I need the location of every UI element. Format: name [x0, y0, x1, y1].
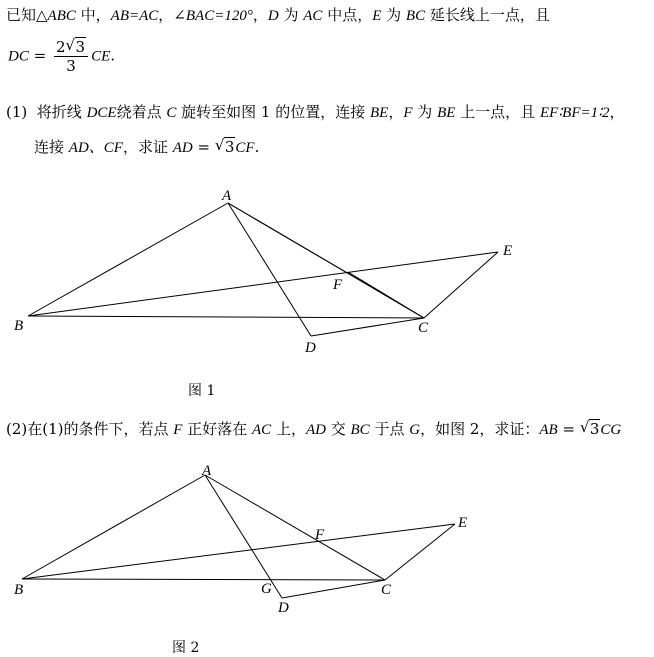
part2-text-c: 上，	[271, 420, 306, 438]
fig1-label-e: E	[503, 243, 513, 259]
fig2-label-g: G	[261, 581, 272, 597]
part1-line2-a: 连接	[34, 138, 69, 156]
fig1-segment-dc	[311, 318, 424, 336]
fig2-labels	[14, 463, 467, 616]
fig2-segment-bc	[22, 579, 385, 580]
part1-text-b: 绕着点	[116, 103, 167, 121]
numerator-coef: 2	[55, 38, 66, 56]
intro-bc: BC	[405, 8, 426, 24]
fig2-segment-ce	[385, 524, 455, 580]
part2-sqrt	[580, 420, 601, 438]
fig1-label-d: D	[305, 340, 316, 356]
relation-end: .	[110, 46, 116, 65]
part2-text-d: 交	[325, 420, 351, 438]
part1-text-a: 将折线	[36, 103, 87, 121]
part1-dce: DCE	[86, 105, 117, 121]
intro-prefix: 已知△	[6, 6, 48, 24]
fig2-label-b: B	[14, 582, 24, 598]
fig1-label-f: F	[333, 277, 343, 293]
part1-cf: CF	[235, 140, 255, 156]
fig2-label-e: E	[458, 515, 468, 531]
fig1-label-a: A	[222, 188, 232, 204]
figure-2	[22, 475, 455, 598]
fig2-caption: 图 2	[172, 640, 200, 656]
part2-cg: CG	[600, 422, 622, 438]
fig2-label-d: D	[278, 600, 289, 616]
part1-text-c: 旋转至如图 1 的位置，连接	[176, 103, 370, 121]
part1-ad-cf: AD、CF	[68, 140, 123, 156]
part2-radicand: 3	[589, 420, 600, 438]
relation-rhs: CE	[91, 48, 111, 65]
fig1-segment-ab	[28, 203, 228, 316]
part1-ratio: EF∶BF=1∶2	[539, 105, 610, 121]
intro-e: E	[372, 8, 382, 24]
part2-eq: =	[557, 420, 580, 438]
part1-be: BE	[370, 105, 389, 121]
fraction-denominator: 3	[66, 57, 76, 75]
intro-mid1: 中，	[75, 6, 111, 24]
part1-radicand: 3	[224, 138, 235, 156]
fig1-label-b: B	[14, 318, 24, 334]
relation-equals: =	[33, 46, 47, 65]
part2-f: F	[173, 422, 183, 438]
part1-text-e: 为	[412, 103, 438, 121]
part1-text-f: 上一点，且	[455, 103, 540, 121]
intro-tail: 延长线上一点，且	[425, 6, 550, 24]
intro-eq1: AB=AC	[110, 8, 159, 24]
fig1-segment-be	[28, 252, 498, 316]
part2-bc: BC	[350, 422, 370, 438]
figure-1	[28, 203, 498, 336]
part1-line2-b: ，求证	[122, 138, 173, 156]
intro-triangle: ABC	[47, 8, 76, 24]
part2-g: G	[409, 422, 421, 438]
part2-label: (2)	[6, 420, 28, 438]
part1-f: F	[403, 105, 413, 121]
fig2-segment-ab	[22, 475, 205, 579]
part2-ac: AC	[252, 422, 272, 438]
fig1-caption: 图 1	[188, 383, 216, 399]
intro-d-text: 为	[278, 6, 304, 24]
fig2-label-c: C	[381, 582, 392, 598]
intro-d: D	[267, 8, 279, 24]
intro-angle: ∠BAC=120°	[173, 8, 253, 24]
part1-eq: =	[192, 138, 215, 156]
intro-e-text: 为	[381, 6, 406, 24]
fig2-segment-dc	[282, 580, 385, 598]
intro-sep1: ，	[158, 6, 174, 24]
part1-end: .	[254, 138, 260, 156]
part2-text-a: 在(1)的条件下，若点	[27, 420, 174, 438]
part2-ad: AD	[305, 422, 326, 438]
numerator-radicand: 3	[75, 38, 86, 56]
intro-sep2: ，	[252, 6, 268, 24]
fig2-segment-ac	[205, 475, 385, 580]
part2-line	[6, 418, 621, 439]
part2-text-f: ，如图 2，求证：	[420, 420, 540, 438]
part1-text-g: ，	[609, 103, 625, 121]
part1-be2: BE	[437, 105, 456, 121]
part1-text-d: ，	[388, 103, 404, 121]
fig1-segment-cf	[348, 272, 424, 318]
fig1-label-c: C	[418, 320, 429, 336]
part2-text-b: 正好落在	[182, 420, 252, 438]
fig2-label-a: A	[202, 463, 212, 479]
part1-c: C	[166, 105, 177, 121]
fig1-segment-bc	[28, 316, 424, 318]
part2-ab: AB	[539, 422, 558, 438]
relation-lhs: DC	[8, 48, 29, 65]
fig1-segment-ad	[228, 203, 311, 336]
part1-label: (1)	[6, 103, 28, 121]
fig1-labels	[14, 188, 512, 356]
part1-ad: AD	[172, 140, 193, 156]
fig2-segment-be	[22, 524, 455, 579]
fig1-segment-ce	[424, 252, 498, 318]
part2-text-e: 于点	[369, 420, 410, 438]
intro-ac: AC	[303, 8, 323, 24]
intro-mid-text: 中点，	[322, 6, 373, 24]
fig2-label-f: F	[315, 527, 325, 543]
